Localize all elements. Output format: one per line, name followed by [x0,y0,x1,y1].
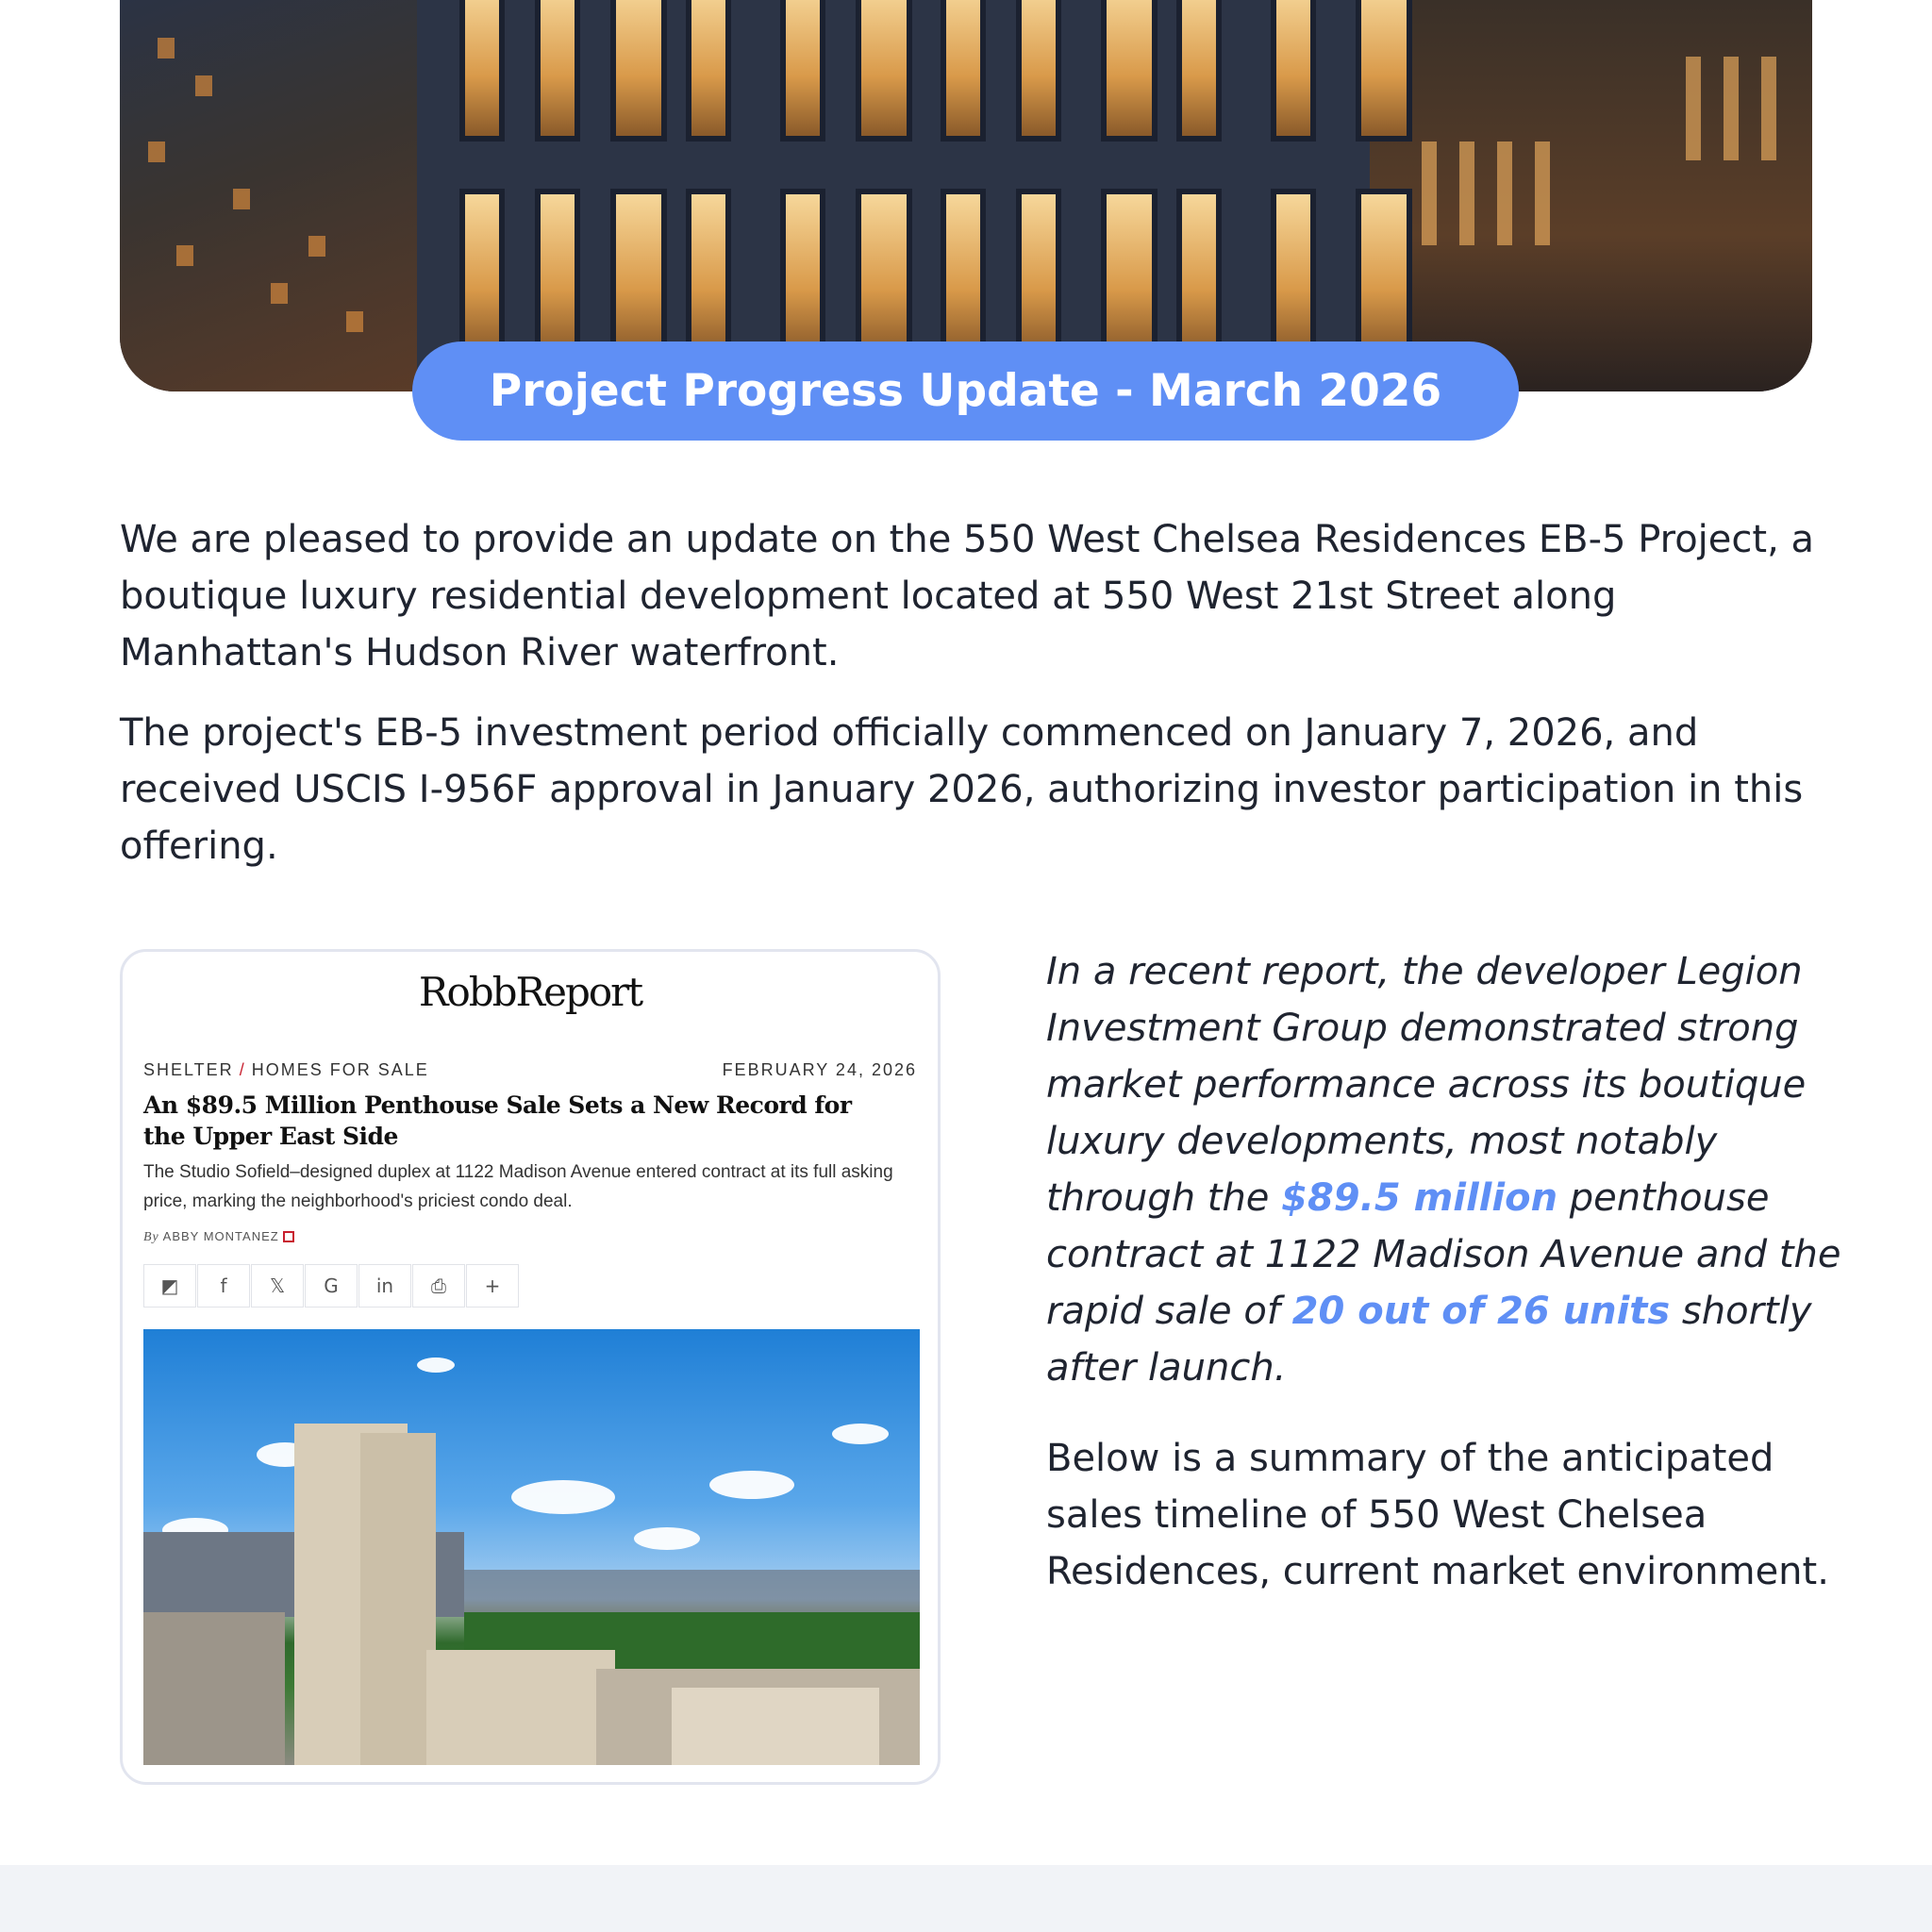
hero-window [459,0,505,142]
hero-left-window [271,283,288,304]
hero-window [1356,0,1412,142]
quote-highlight-price: $89.5 million [1281,1176,1558,1220]
print-icon[interactable]: ⎙ [412,1264,465,1307]
hero-left-window [195,75,212,96]
hero-right-window [1497,142,1512,245]
byline-prefix: By [143,1230,159,1244]
hero-right-window [1724,57,1739,160]
linkedin-icon[interactable]: in [358,1264,411,1307]
hero-right-window [1535,142,1550,245]
footer-band [0,1865,1932,1932]
article-dek: The Studio Sofield–designed duplex at 1122 Madison Avenue entered contract at its full asking price, marking the neighborhood's priciest condo deal. [143,1162,893,1211]
x-icon[interactable]: 𝕏 [251,1264,304,1307]
quote-part-1: In a recent report, the developer Legion Investment Group demonstrated strong market performance across its boutique luxury developments, most notably through the [1046,950,1807,1220]
hero-window [459,189,505,358]
author-badge-icon [283,1231,294,1242]
article-category [143,1060,429,1080]
hero-right-window [1422,142,1437,245]
summary-paragraph: Below is a summary of the anticipated sales timeline of 550 West Chelsea Residences, current market environment. [1046,1437,1829,1593]
hero-right-window [1761,57,1776,160]
hero-right-window [1686,57,1701,160]
hero-window [1101,0,1158,142]
article-subsection-link[interactable]: HOMES FOR SALE [251,1059,429,1079]
hero-window [941,0,986,142]
hero-window [686,0,731,142]
hero-left-building [120,0,422,391]
hero-left-window [346,311,363,332]
hero-window [1176,189,1222,358]
article-byline [143,1229,294,1245]
quote-part-3: shortly after launch. [1046,1290,1812,1390]
intro-paragraph-2: The project's EB-5 investment period officially commenced on January 7, 2026, and received USCIS I-956F approval in January 2026, authorizing investor participation in this offering. [120,711,1804,868]
article-date: FEBRUARY 24, 2026 [722,1059,917,1079]
category-separator: / [239,1059,246,1079]
hero-window [535,189,580,358]
share-toolbar [143,1264,520,1307]
quote-part-2: penthouse contract at 1122 Madison Avenue and the rapid sale of [1046,1176,1841,1333]
developer-quote [1046,943,1876,1396]
hero-window [1016,189,1061,358]
hero-window [1271,189,1316,358]
hero-window [856,0,912,142]
quote-highlight-units: 20 out of 26 units [1291,1290,1671,1333]
page-title-banner: Project Progress Update - March 2026 [412,341,1519,441]
plus-icon[interactable]: + [466,1264,519,1307]
hero-window [780,189,825,358]
hero-window [780,0,825,142]
hero-window [1176,0,1222,142]
hero-window [610,189,667,358]
robb-report-logo: RobbReport [418,969,642,1015]
hero-window [535,0,580,142]
hero-window [941,189,986,358]
article-headline[interactable]: An $89.5 Million Penthouse Sale Sets a New Record for the Upper East Side [143,1091,852,1150]
hero-image [120,0,1812,391]
hero-window [1101,189,1158,358]
hero-left-window [233,189,250,209]
hero-right-window [1459,142,1474,245]
hero-window [610,0,667,142]
hero-left-window [158,38,175,58]
google-icon[interactable]: G [305,1264,358,1307]
hero-left-window [308,236,325,257]
article-section-link[interactable]: SHELTER [143,1059,234,1079]
flipboard-icon[interactable]: ◩ [143,1264,196,1307]
article-photo [143,1329,920,1765]
hero-window [856,189,912,358]
hero-window [686,189,731,358]
hero-window [1016,0,1061,142]
hero-window [1356,189,1412,358]
hero-window [1271,0,1316,142]
intro-paragraph-1: We are pleased to provide an update on the 550 West Chelsea Residences EB-5 Project, a boutique luxury residential development located at 550 West 21st Street along Manhattan's Hudson River waterfront. [120,518,1815,675]
article-card[interactable] [120,949,941,1785]
hero-left-window [176,245,193,266]
article-meta [143,1056,917,1084]
hero-left-window [148,142,165,162]
article-author[interactable]: ABBY MONTANEZ [162,1229,279,1243]
facebook-icon[interactable]: f [197,1264,250,1307]
